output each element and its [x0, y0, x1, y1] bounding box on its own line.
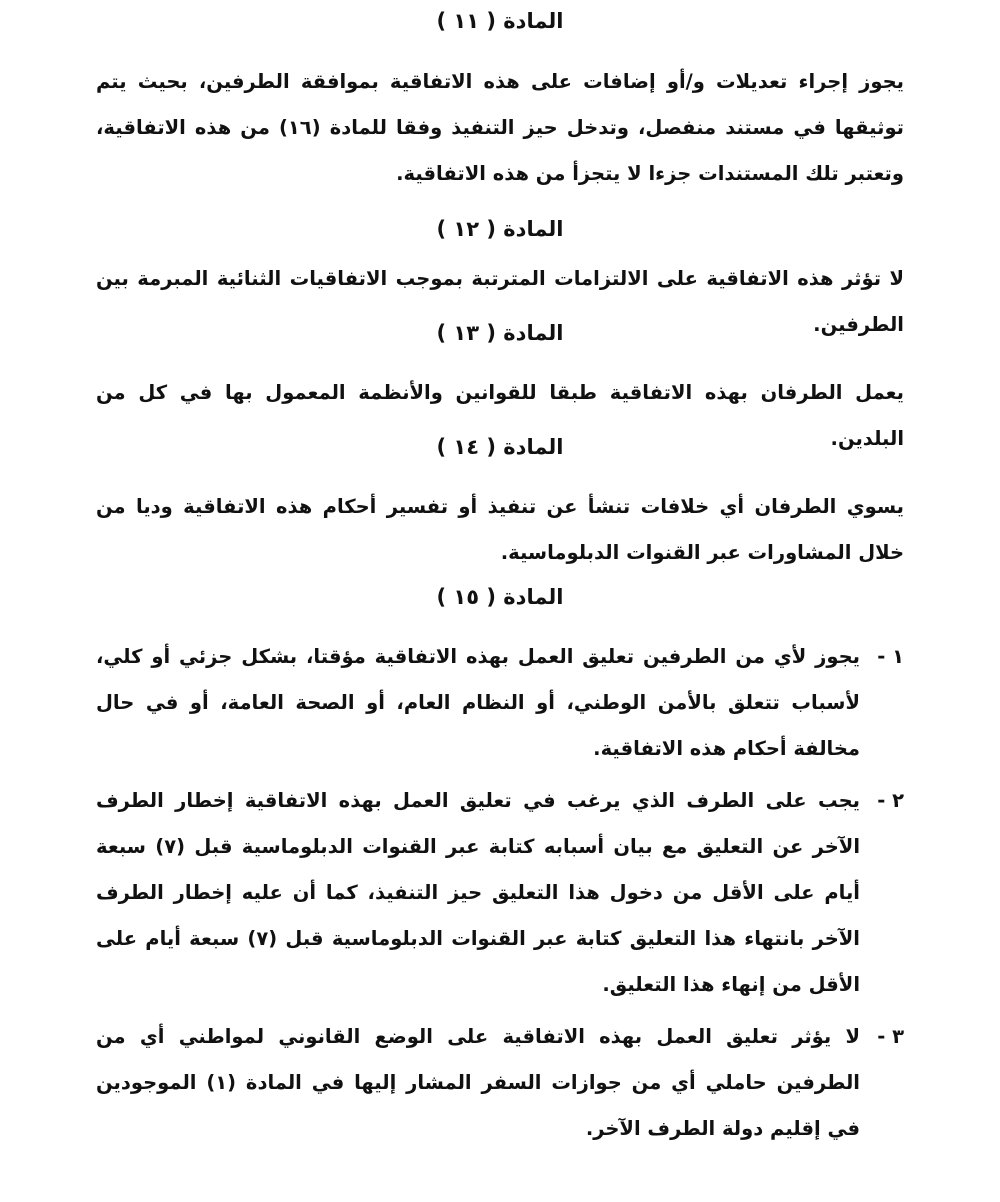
article-15-heading: المادة ( ١٥ ) [436, 585, 564, 609]
article-11-heading: المادة ( ١١ ) [436, 9, 564, 33]
article-15-clause-3 [96, 1014, 904, 1152]
article-13-heading: المادة ( ١٣ ) [436, 321, 564, 345]
article-14-text: يسوي الطرفان أي خلافات تنشأ عن تنفيذ أو تفسير أحكام هذه الاتفاقية وديا من خلال المشاورات عبر القنوات الدبلوماسية. [96, 495, 904, 564]
clause-number: ٣ - [877, 1025, 904, 1048]
article-12-heading: المادة ( ١٢ ) [436, 217, 564, 241]
clause-text: لا يؤثر تعليق العمل بهذه الاتفاقية على الوضع القانوني لمواطني أي من الطرفين حاملي أي من جوازات السفر المشار إليها في المادة (١) الموجودين في إقليم دولة الطرف الآخر. [96, 1025, 860, 1140]
clause-number: ٢ - [877, 789, 904, 812]
clause-text: يجوز لأي من الطرفين تعليق العمل بهذه الاتفاقية مؤقتا، بشكل جزئي أو كلي، لأسباب تتعلق بالأمن الوطني، أو النظام العام، أو الصحة العامة، أو في حال مخالفة أحكام هذه الاتفاقية. [96, 645, 860, 760]
article-14-heading: المادة ( ١٤ ) [436, 435, 564, 459]
clause-number: ١ - [877, 645, 904, 668]
article-12-text: لا تؤثر هذه الاتفاقية على الالتزامات المترتبة بموجب الاتفاقيات الثنائية المبرمة بين الطرفين. [96, 267, 904, 336]
clause-text: يجب على الطرف الذي يرغب في تعليق العمل بهذه الاتفاقية إخطار الطرف الآخر عن التعليق مع بيان أسبابه كتابة عبر القنوات الدبلوماسية قبل (٧) سبعة أيام على الأقل من دخول هذا التعليق حيز التنفيذ، كما أن عليه إخطار الطرف الآخر بانتهاء هذا التعليق كتابة عبر القنوات الدبلوماسية قبل (٧) سبعة أيام على الأقل من إنهاء هذا التعليق. [96, 789, 861, 996]
article-11-text: يجوز إجراء تعديلات و/أو إضافات على هذه الاتفاقية بموافقة الطرفين، بحيث يتم توثيقها في مستند منفصل، وتدخل حيز التنفيذ وفقا للمادة (١٦) من هذه الاتفاقية، وتعتبر تلك المستندات جزءا لا يتجزأ من هذه الاتفاقية. [96, 70, 904, 185]
article-15-clause-1 [96, 634, 904, 772]
article-13-text: يعمل الطرفان بهذه الاتفاقية طبقا للقوانين والأنظمة المعمول بها في كل من البلدين. [96, 381, 904, 450]
article-15-clause-2 [96, 778, 904, 1008]
